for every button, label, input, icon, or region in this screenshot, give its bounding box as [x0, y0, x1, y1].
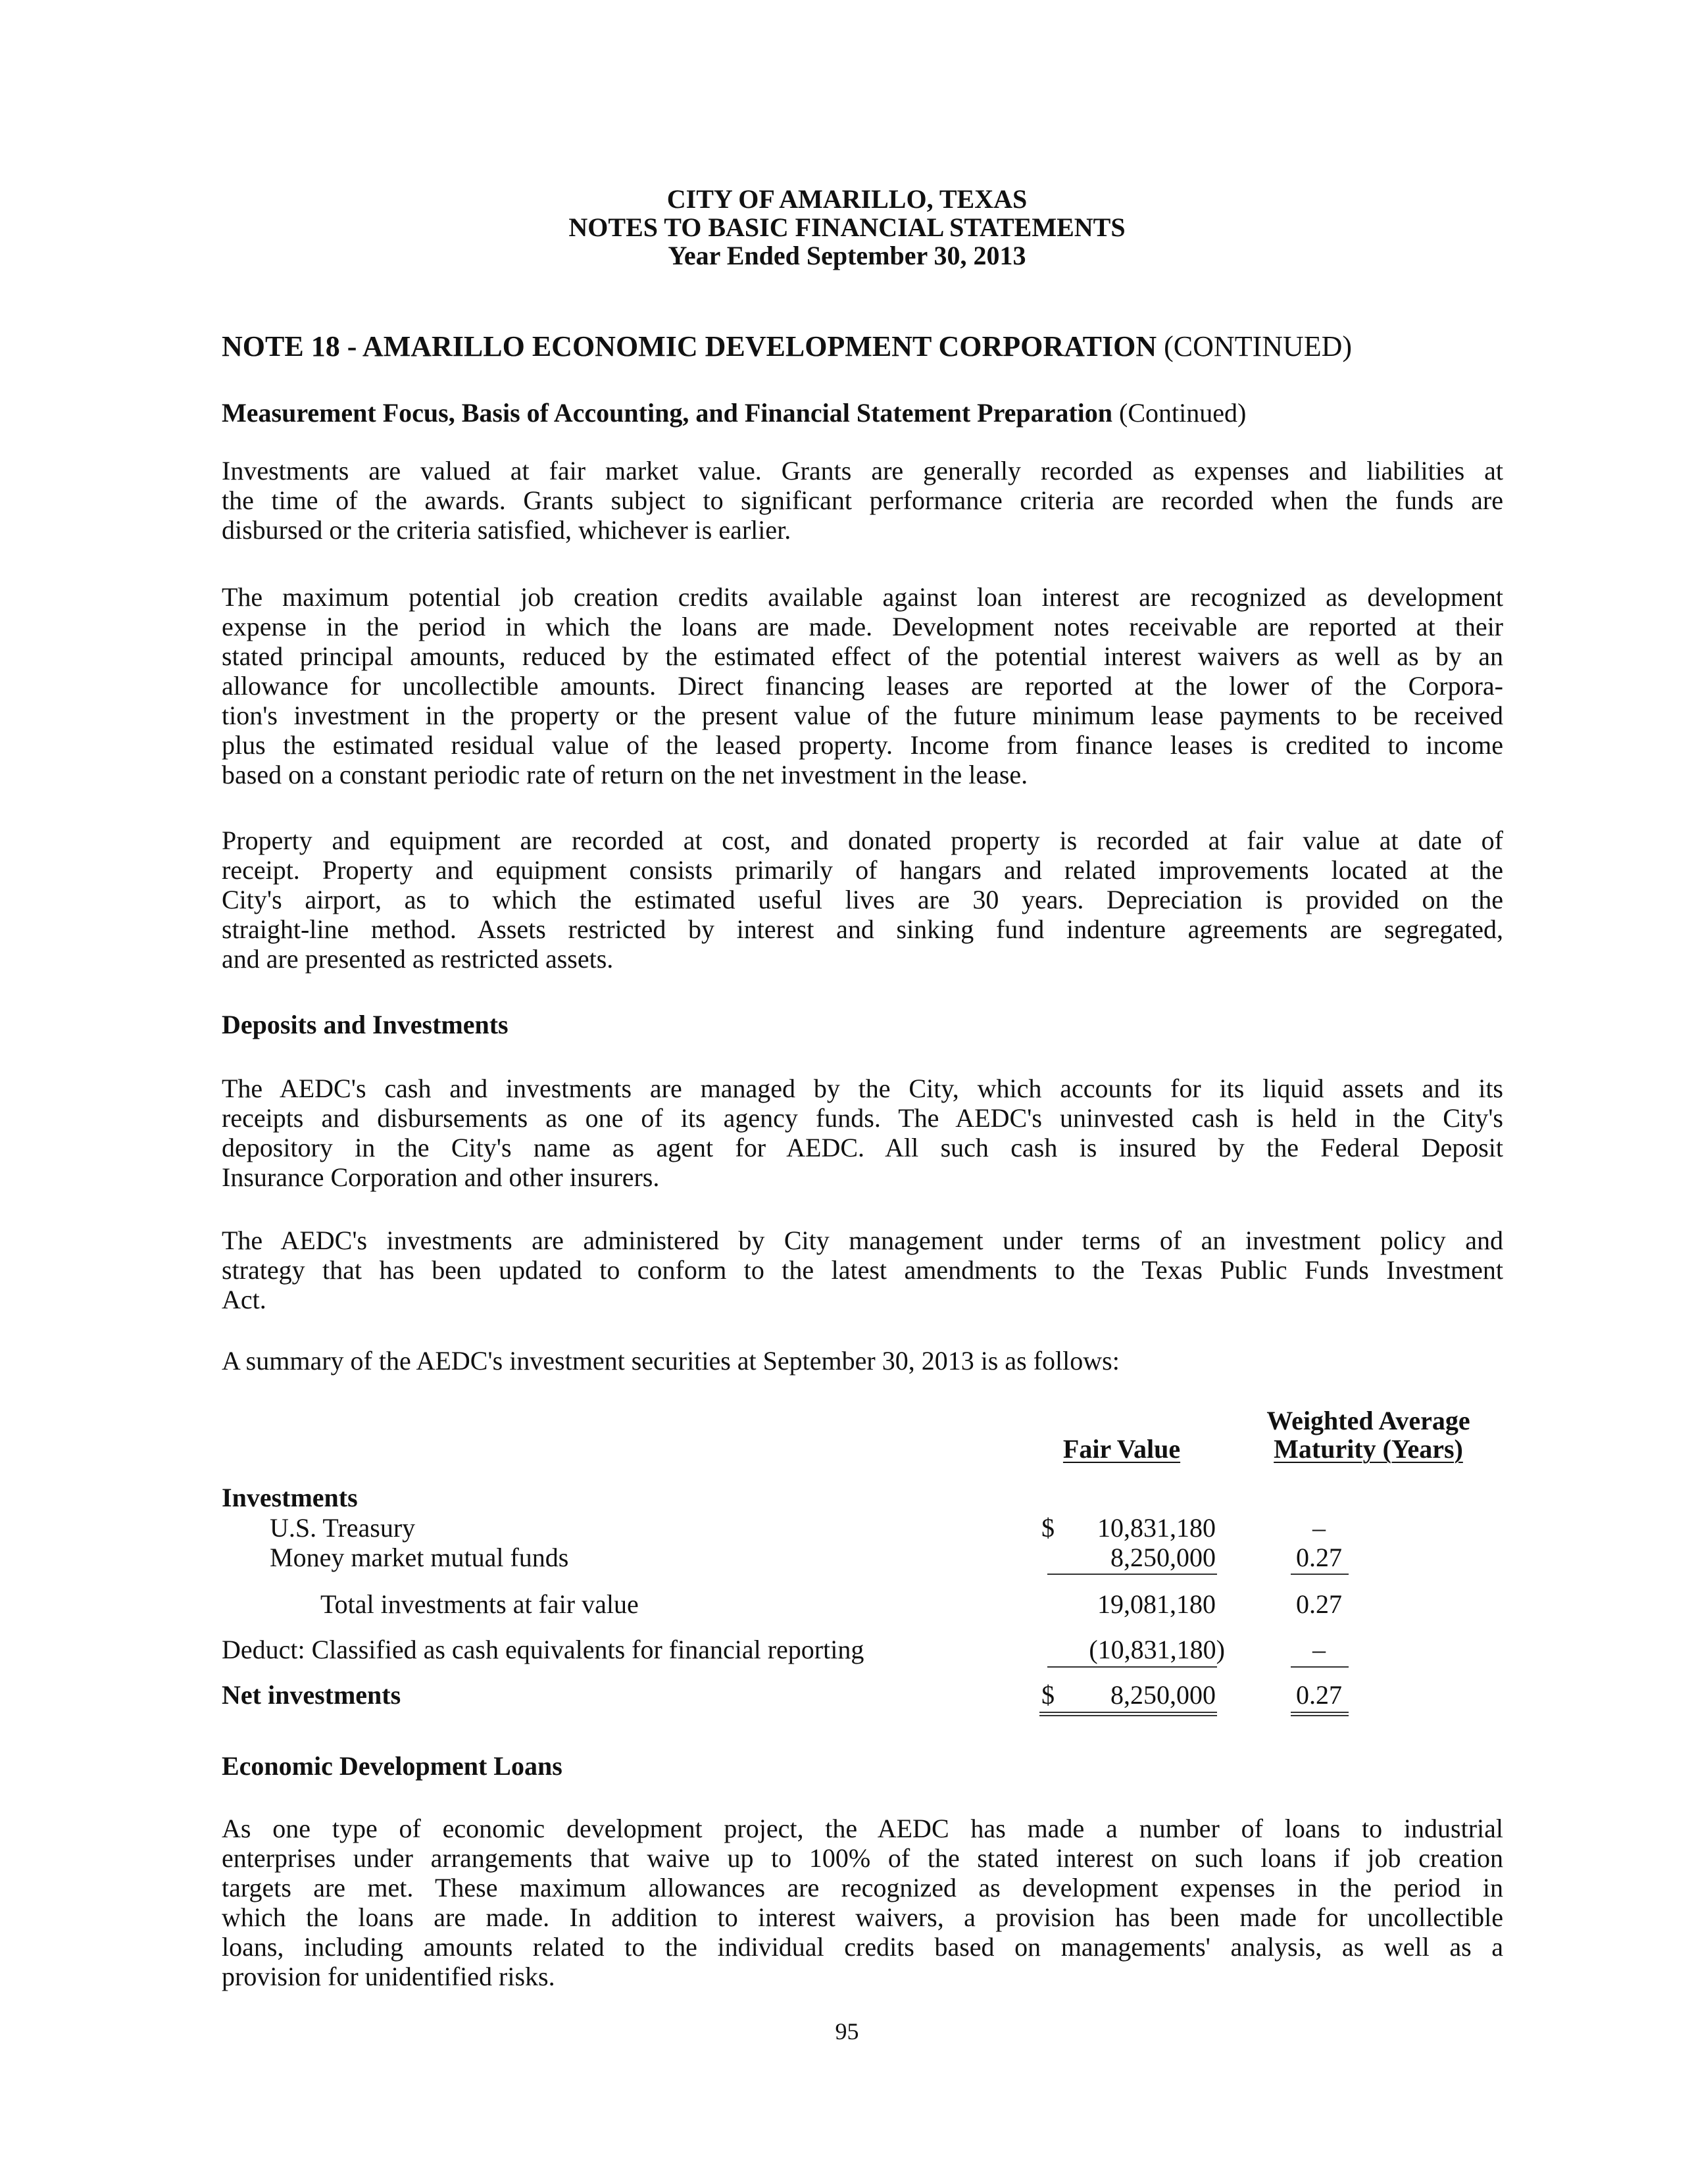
deduct-rule-fair-value [1047, 1666, 1217, 1668]
note-heading-suffix: (CONTINUED) [1157, 330, 1353, 362]
report-period: Year Ended September 30, 2013 [668, 241, 1026, 270]
text-line: expense in the period in which the loans are made. Development notes receivable are reported at their [222, 612, 1503, 641]
text-line: Investments are valued at fair market value. Grants are generally recorded as expenses and liabilities at [222, 456, 1503, 485]
col-header-wam-line1: Weighted Average [1266, 1406, 1470, 1435]
note-heading-title: NOTE 18 - AMARILLO ECONOMIC DEVELOPMENT CORPORATION [222, 330, 1157, 362]
sub-heading-title: Measurement Focus, Basis of Accounting, and Financial Statement Preparation [222, 398, 1113, 428]
text-line: plus the estimated residual value of the leased property. Income from finance leases is credited to income [222, 730, 1503, 760]
text-line: receipts and disbursements as one of its agency funds. The AEDC's uninvested cash is held in the City's [222, 1103, 1503, 1133]
maturity-total: 0.27 [1296, 1589, 1342, 1619]
text-line: receipt. Property and equipment consists primarily of hangars and related improvements located at the [222, 855, 1503, 885]
row-label-total-investments: Total investments at fair value [320, 1589, 639, 1619]
fair-value-us-treasury: 10,831,180 [1097, 1513, 1216, 1543]
paragraph-investments-valuation [222, 456, 1503, 545]
maturity-deduct: – [1312, 1635, 1326, 1664]
deduct-rule-maturity [1291, 1666, 1349, 1668]
fair-value-total: 19,081,180 [1097, 1589, 1216, 1619]
net-rule-maturity-1 [1291, 1712, 1349, 1713]
text-line: strategy that has been updated to conform to the latest amendments to the Texas Public Funds Investment [222, 1255, 1503, 1285]
section-heading-deposits: Deposits and Investments [222, 1010, 509, 1039]
dollar-sign: $ [1041, 1513, 1055, 1543]
text-line: City's airport, as to which the estimated useful lives are 30 years. Depreciation is provided on the [222, 885, 1503, 914]
section-heading-loans: Economic Development Loans [222, 1751, 562, 1781]
text-line: allowance for uncollectible amounts. Direct financing leases are reported at the lower of the Corpora- [222, 671, 1503, 701]
text-line: depository in the City's name as agent for AEDC. All such cash is insured by the Federal Deposit [222, 1133, 1503, 1162]
text-line: and are presented as restricted assets. [222, 944, 614, 974]
text-line: The AEDC's cash and investments are managed by the City, which accounts for its liquid assets and its [222, 1074, 1503, 1103]
sub-heading-suffix: (Continued) [1112, 398, 1247, 428]
net-rule-fair-value-2 [1039, 1715, 1217, 1716]
text-line: Act. [222, 1285, 266, 1314]
text-line: Insurance Corporation and other insurers. [222, 1162, 660, 1192]
report-subtitle: NOTES TO BASIC FINANCIAL STATEMENTS [568, 212, 1126, 242]
text-line: The maximum potential job creation credits available against loan interest are recognized as development [222, 582, 1503, 612]
text-line: straight-line method. Assets restricted by interest and sinking fund indenture agreements are segregated, [222, 914, 1503, 944]
text-line: provision for unidentified risks. [222, 1962, 555, 1991]
text-line: The AEDC's investments are administered by City management under terms of an investment policy and [222, 1226, 1503, 1255]
paragraph-summary-intro [222, 1346, 1503, 1376]
text-line: disbursed or the criteria satisfied, whichever is earlier. [222, 515, 791, 545]
text-line: stated principal amounts, reduced by the estimated effect of the potential interest waivers as well as by an [222, 641, 1503, 671]
text-line: As one type of economic development project, the AEDC has made a number of loans to industrial [222, 1814, 1503, 1843]
note-heading [222, 332, 1352, 361]
paragraph-job-creation-credits [222, 582, 1503, 789]
maturity-money-market: 0.27 [1296, 1543, 1342, 1572]
text-line: A summary of the AEDC's investment securities at September 30, 2013 is as follows: [222, 1346, 1120, 1376]
col-header-wam-line2: Maturity (Years) [1274, 1434, 1463, 1464]
fair-value-money-market: 8,250,000 [1110, 1543, 1216, 1572]
maturity-net: 0.27 [1296, 1680, 1342, 1710]
text-line: enterprises under arrangements that waive up to 100% of the stated interest on such loans if job creation [222, 1843, 1503, 1873]
text-line: tion's investment in the property or the present value of the future minimum lease payments to be received [222, 701, 1503, 730]
paragraph-economic-development-loans [222, 1814, 1503, 1991]
maturity-us-treasury: – [1312, 1513, 1326, 1543]
group-label-investments: Investments [222, 1483, 358, 1512]
report-title: CITY OF AMARILLO, TEXAS [666, 184, 1028, 214]
row-label-net-investments: Net investments [222, 1680, 401, 1710]
paragraph-investment-policy [222, 1226, 1503, 1314]
row-label-money-market: Money market mutual funds [270, 1543, 569, 1572]
dollar-sign: $ [1041, 1680, 1055, 1710]
net-rule-maturity-2 [1291, 1715, 1349, 1716]
fair-value-deduct: (10,831,180) [1089, 1635, 1225, 1664]
row-label-us-treasury: U.S. Treasury [270, 1513, 416, 1543]
subtotal-rule-fair-value [1047, 1574, 1217, 1575]
text-line: loans, including amounts related to the individual credits based on managements' analysis, as well as a [222, 1932, 1503, 1962]
col-header-fair-value: Fair Value [1062, 1434, 1181, 1464]
fair-value-net: 8,250,000 [1110, 1680, 1216, 1710]
row-label-deduct: Deduct: Classified as cash equivalents for financial reporting [222, 1635, 864, 1664]
paragraph-cash-management [222, 1074, 1503, 1192]
text-line: which the loans are made. In addition to interest waivers, a provision has been made for uncollectible [222, 1902, 1503, 1932]
net-rule-fair-value-1 [1039, 1712, 1217, 1713]
page-number: 95 [835, 2018, 859, 2045]
text-line: the time of the awards. Grants subject to significant performance criteria are recorded when the funds are [222, 485, 1503, 515]
subtotal-rule-maturity [1291, 1574, 1349, 1575]
text-line: targets are met. These maximum allowances are recognized as development expenses in the period in [222, 1873, 1503, 1902]
paragraph-property-equipment [222, 826, 1503, 974]
text-line: based on a constant periodic rate of return on the net investment in the lease. [222, 760, 1028, 789]
text-line: Property and equipment are recorded at cost, and donated property is recorded at fair value at date of [222, 826, 1503, 855]
sub-heading [222, 400, 1246, 426]
